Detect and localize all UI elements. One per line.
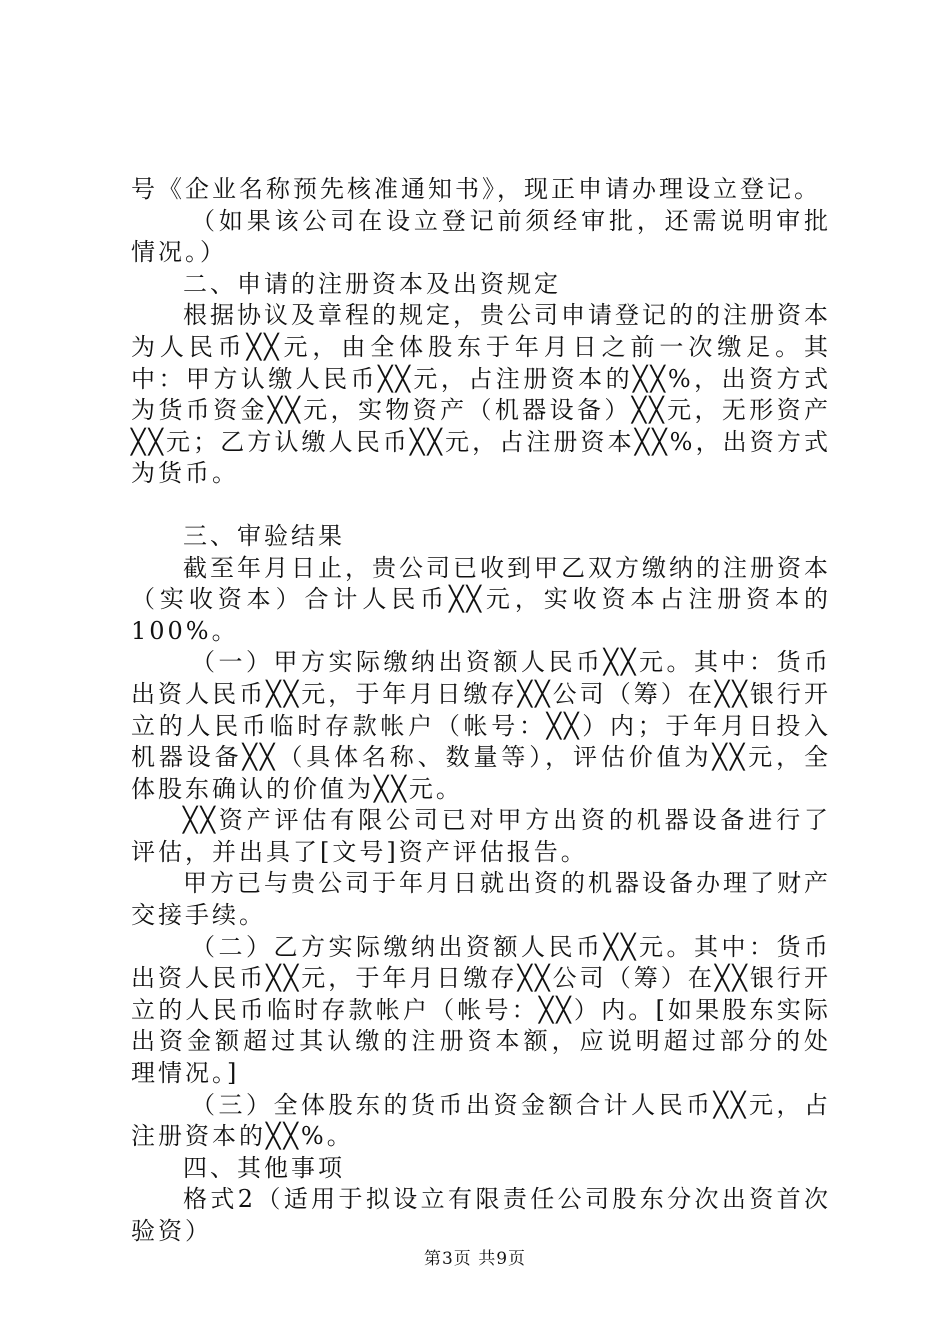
- paragraph-total-monetary: （三）全体股东的货币出资金额合计人民币╳╳元，占注册资本的╳╳%。: [131, 1090, 831, 1151]
- paragraph-party-a: （一）甲方实际缴纳出资额人民币╳╳元。其中：货币出资人民币╳╳元，于年月日缴存╳╳公司（筹）在╳╳银行开立的人民币临时存款帐户（帐号：╳╳）内；于年月日投入机器设备╳╳（具体名称、数量等），评估价值为╳╳元，全体股东确认的价值为╳╳元。: [131, 648, 831, 803]
- paragraph-intro-continuation: 号《企业名称预先核准通知书》，现正申请办理设立登记。: [131, 175, 821, 203]
- section-heading-capital: 二、申请的注册资本及出资规定: [183, 269, 561, 298]
- page-number-footer: 第3页 共9页: [423, 1249, 527, 1269]
- document-body: [131, 174, 831, 1248]
- paragraph-format-2: 格式2（适用于拟设立有限责任公司股东分次出资首次验资）: [131, 1185, 831, 1245]
- paragraph-capital-rules: 根据协议及章程的规定，贵公司申请登记的的注册资本为人民币╳╳元，由全体股东于年月日之前一次缴足。其中：甲方认缴人民币╳╳元，占注册资本的╳╳%，出资方式为货币资金╳╳元，实物资产（机器设备）╳╳元，无形资产╳╳元；乙方认缴人民币╳╳元，占注册资本╳╳%，出资方式为货币。: [131, 301, 831, 488]
- paragraph-handover: 甲方已与贵公司于年月日就出资的机器设备办理了财产交接手续。: [131, 869, 831, 930]
- section-heading-results: 三、审验结果: [183, 521, 345, 550]
- paragraph-results-summary: 截至年月日止，贵公司已收到甲乙双方缴纳的注册资本（实收资本）合计人民币╳╳元，实收资本占注册资本的100%。: [131, 553, 831, 645]
- paragraph-approval-note: （如果该公司在设立登记前须经审批，还需说明审批情况。）: [131, 206, 831, 267]
- paragraph-appraisal: ╳╳资产评估有限公司已对甲方出资的机器设备进行了评估，并出具了[文号]资产评估报告。: [131, 806, 831, 866]
- section-heading-other: 四、其他事项: [183, 1153, 345, 1182]
- paragraph-party-b: （二）乙方实际缴纳出资额人民币╳╳元。其中：货币出资人民币╳╳元，于年月日缴存╳╳公司（筹）在╳╳银行开立的人民币临时存款帐户（帐号：╳╳）内。[如果股东实际出资金额超过其认缴的注册资本额，应说明超过部分的处理情况。]: [131, 932, 831, 1088]
